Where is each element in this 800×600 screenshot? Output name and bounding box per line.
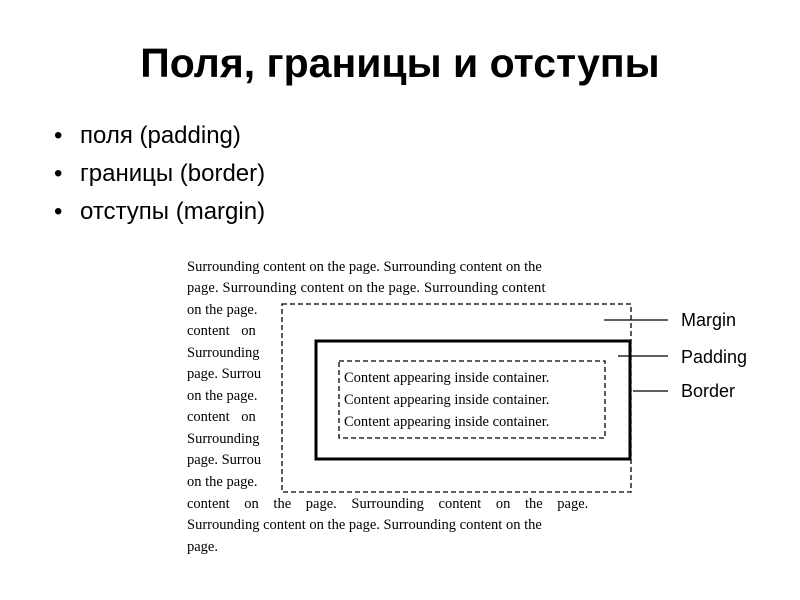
inner-content-line: Content appearing inside container. [344, 370, 550, 386]
margin-label: Margin [681, 310, 737, 330]
surrounding-text-line: Surrounding [187, 345, 260, 361]
bullet-item-margin: • отступы (margin) [52, 193, 265, 231]
inner-content-line: Content appearing inside container. [344, 414, 550, 430]
surrounding-text-line: content on [187, 323, 256, 339]
padding-label: Padding [681, 347, 748, 367]
surrounding-text-line: on the page. [187, 388, 258, 404]
surrounding-text-line: page. Surrou [187, 452, 262, 468]
inner-content-line: Content appearing inside container. [344, 392, 550, 408]
page-title: Поля, границы и отступы [140, 40, 660, 86]
surrounding-text-line: Surrounding content on the page. Surrounding content on the [187, 517, 542, 533]
surrounding-text-line: page. Surrounding content on the page. Surrounding content [187, 280, 546, 296]
surrounding-text-line: Surrounding [187, 431, 260, 447]
surrounding-text-line: content on [187, 409, 256, 425]
bullet-item-padding: • поля (padding) [52, 117, 265, 155]
surrounding-text-line: Surrounding content on the page. Surrounding content on the [187, 259, 542, 275]
bullet-item-border: • границы (border) [52, 155, 265, 193]
surrounding-text-line: on the page. [187, 302, 258, 318]
surrounding-text-line: page. Surrou [187, 366, 262, 382]
border-label: Border [681, 381, 736, 401]
surrounding-text-line: on the page. [187, 474, 258, 490]
surrounding-text-line: page. [187, 539, 218, 555]
surrounding-text-line: content on the page. Surrounding content on the page. [187, 496, 589, 512]
